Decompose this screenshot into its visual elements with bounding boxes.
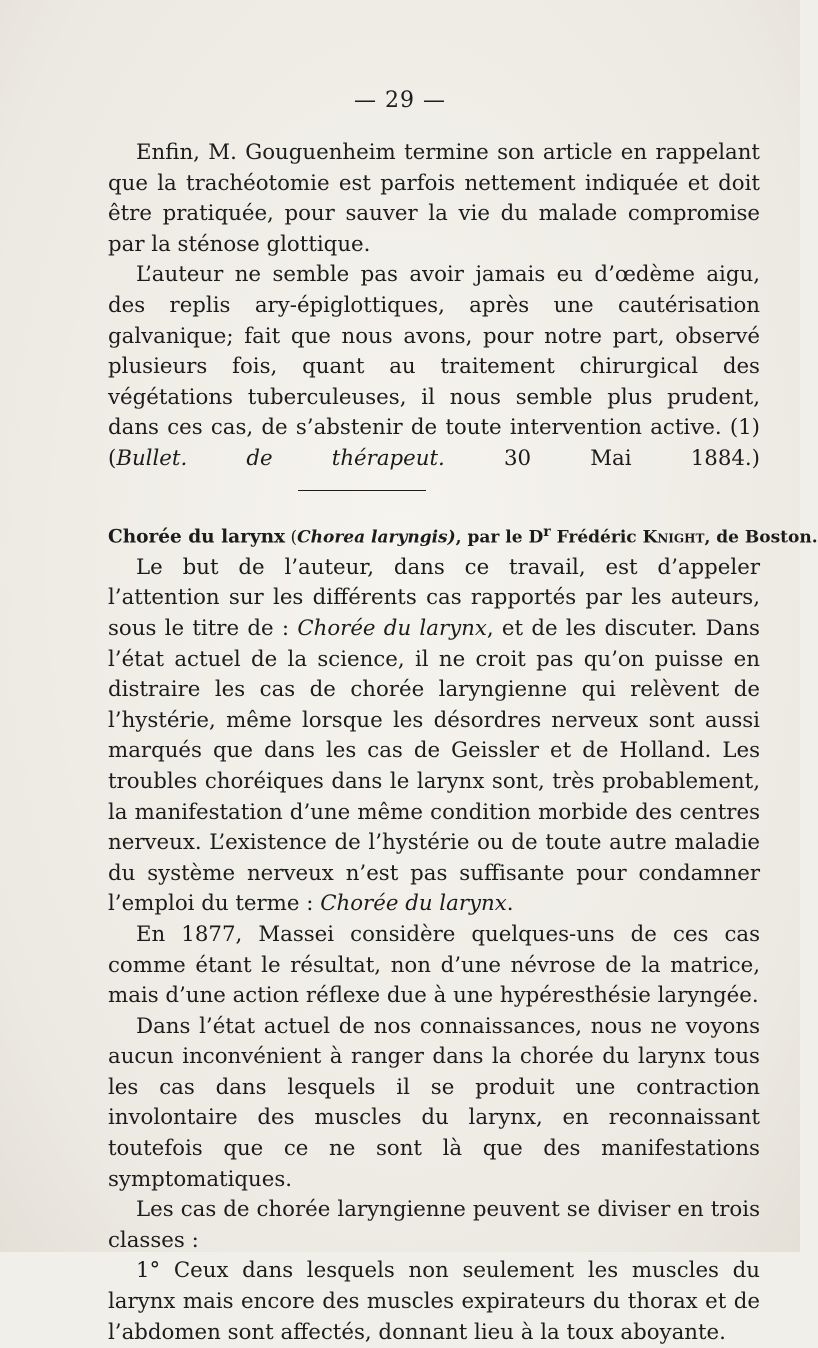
paragraph-class-one: 1° Ceux dans lesquels non seulement les muscles du larynx mais encore des muscles expirateurs du thorax et de l’abdomen sont affectés, donnant lieu à la toux aboyante. (108, 1258, 760, 1345)
section-divider (298, 490, 426, 491)
author-title-sup: r (543, 524, 551, 541)
paragraph-current-knowledge: Dans l’état actuel de nos connaissances, nous ne voyons aucun inconvénient à ranger dans la chorée du larynx tous les cas dans lesquels il se produit une contraction involontaire des muscles du larynx, en reconnaissant toutefois que ce ne sont là que des manifestations symptomatiques. (108, 1013, 760, 1192)
author-last-name: Knight (642, 527, 705, 548)
term-chorea: Chorée du larynx (320, 891, 507, 917)
text-column (108, 138, 818, 1348)
citation-date: 30 Mai 1884.) (444, 445, 760, 471)
paragraph-text: . (506, 891, 514, 917)
paragraph-text: Le but de l’auteur, dans ce travail, est d’appeler l’attention sur les différents cas rapportés par les auteurs, sous le titre de : (108, 554, 760, 641)
author-first-name: Frédéric (550, 527, 643, 548)
paragraph-classes: Les cas de chorée laryngienne peuvent se diviser en trois classes : (108, 1197, 760, 1253)
article-title: Chorée du larynx (108, 526, 286, 548)
paragraph-author-remarks (108, 260, 760, 505)
article-heading (108, 519, 818, 551)
citation-journal: Bullet. de thérapeut. (116, 445, 445, 471)
paragraph-text: , et de les discuter. Dans l’état actuel de la science, il ne croit pas qu’on puisse en distraire les cas de chorée laryngienne qui relèvent de l’hystérie, même lorsque les désordres nerveux sont aussi marqués que dans les cas de Geissler et de Holland. Les troubles choréiques dans le larynx sont, très probablement, la manifestation d’une même condition morbide des centres nerveux. L’existence de l’hystérie ou de toute autre maladie du système nerveux n’est pas suffisante pour condamner l’emploi du terme : (108, 615, 760, 917)
article-latin-title: Chorea laryngis) (297, 527, 456, 548)
paragraph-purpose (108, 553, 760, 920)
term-chorea: Chorée du larynx (297, 615, 487, 641)
author-city: , de Boston. (704, 527, 818, 548)
paragraph-text: L’auteur ne semble pas avoir jamais eu d’œdème aigu, des replis ary-épiglottiques, après une cautérisation galvanique; fait que nous avons, pour notre part, observé plusieurs fois, quant au traitement chirurgical des végétations tuberculeuses, il nous semble plus prudent, dans ces cas, de s’abstenir de toute intervention active. (1) ( (108, 262, 760, 471)
paragraph-massei: En 1877, Massei considère quelques-uns de ces cas comme étant le résultat, non d’une névrose de la matrice, mais d’une action réflexe due à une hypéresthésie laryngée. (108, 921, 760, 1009)
author-prefix: , par le D (455, 527, 544, 548)
page-number: — 29 — (354, 88, 446, 113)
paragraph-conclusion: Enfin, M. Gouguenheim termine son article en rappelant que la trachéotomie est parfois nettement indiquée et doit être pratiquée, pour sauver la vie du malade compromise par la sténose glottique. (108, 140, 760, 257)
latin-open: ( (285, 527, 298, 548)
